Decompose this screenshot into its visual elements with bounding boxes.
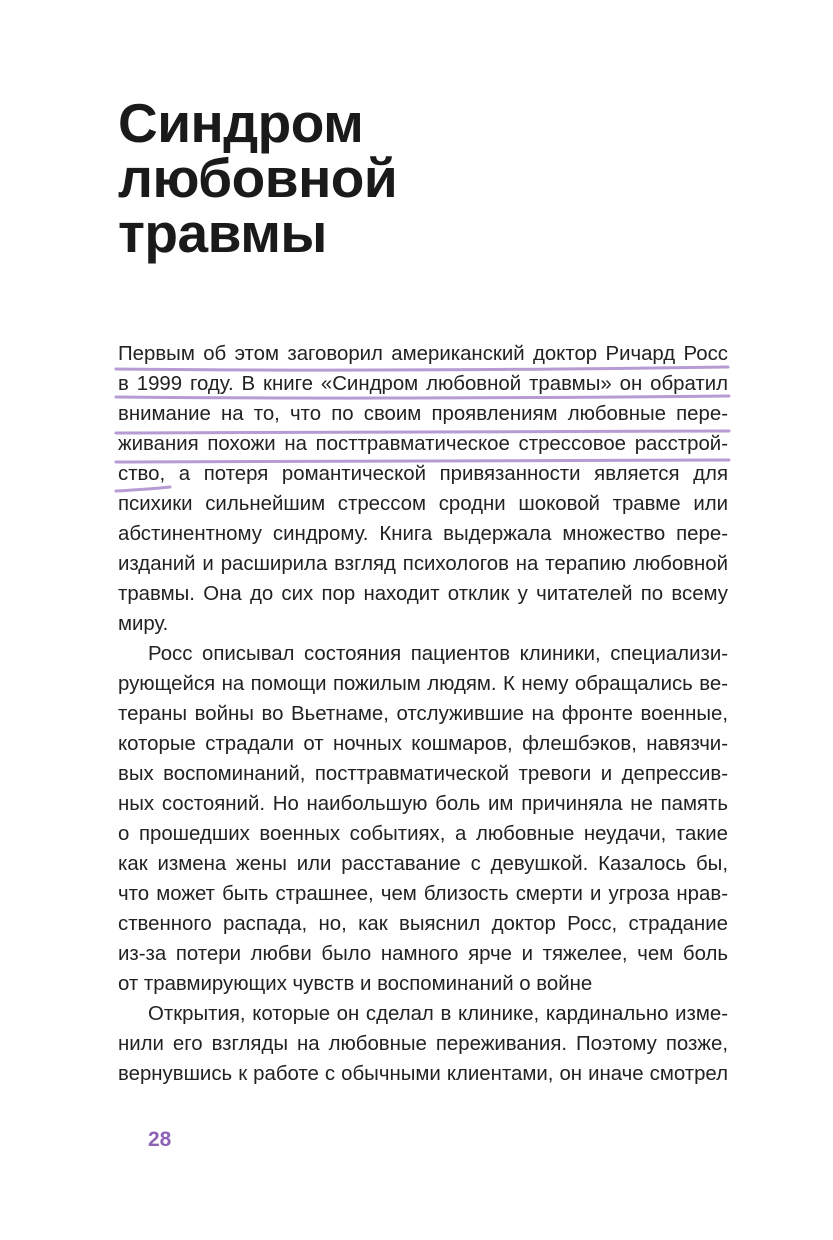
text-line: Открытия, которые он сделал в клинике, кардинально изме- bbox=[148, 1003, 728, 1025]
text-line: внимание на то, что по своим проявлениям любовные пере- bbox=[118, 403, 728, 425]
chapter-title-line: травмы bbox=[118, 202, 327, 264]
chapter-title-line: Синдром bbox=[118, 92, 364, 154]
text-line: Первым об этом заговорил американский доктор Ричард Росс bbox=[118, 343, 728, 365]
text-line: ных состояний. Но наибольшую боль им причиняла не память bbox=[118, 793, 728, 815]
text-line: психики сильнейшим стрессом сродни шоковой травме или bbox=[118, 493, 728, 515]
text-line: о прошедших военных событиях, а любовные неудачи, такие bbox=[118, 823, 728, 845]
body-text bbox=[118, 339, 728, 1089]
text-line: нили его взгляды на любовные переживания. Поэтому позже, bbox=[118, 1033, 728, 1055]
text-line: из-за потери любви было намного ярче и тяжелее, чем боль bbox=[118, 943, 728, 965]
paragraph bbox=[118, 999, 728, 1089]
text-line: которые страдали от ночных кошмаров, флешбэков, навязчи- bbox=[118, 733, 728, 755]
text-line: ство, а потеря романтической привязанности является для bbox=[118, 463, 728, 485]
text-line: живания похожи на посттравматическое стрессовое расстрой- bbox=[118, 433, 728, 455]
text-line: рующейся на помощи пожилым людям. К нему обращались ве- bbox=[118, 673, 728, 695]
text-line: миру. bbox=[118, 613, 169, 635]
text-line: изданий и расширила взгляд психологов на терапию любовной bbox=[118, 553, 728, 575]
text-line: Росс описывал состояния пациентов клиники, специализи- bbox=[148, 643, 728, 665]
text-line: ственного распада, но, как выяснил доктор Росс, страдание bbox=[118, 913, 728, 935]
text-line: травмы. Она до сих пор находит отклик у читателей по всему bbox=[118, 583, 728, 605]
text-line: абстинентному синдрому. Книга выдержала множество пере- bbox=[118, 523, 728, 545]
text-line: вых воспоминаний, посттравматической тревоги и депрессив- bbox=[118, 763, 728, 785]
paragraph bbox=[118, 639, 728, 999]
paragraph bbox=[118, 339, 728, 639]
text-line: от травмирующих чувств и воспоминаний о войне bbox=[118, 973, 593, 995]
text-line: тераны войны во Вьетнаме, отслужившие на фронте военные, bbox=[118, 703, 728, 725]
text-line: что может быть страшнее, чем близость смерти и угроза нрав- bbox=[118, 883, 728, 905]
chapter-title bbox=[118, 92, 718, 264]
text-line: в 1999 году. В книге «Синдром любовной травмы» он обратил bbox=[118, 373, 728, 395]
text-line: как измена жены или расставание с девушкой. Казалось бы, bbox=[118, 853, 728, 875]
text-line: вернувшись к работе с обычными клиентами, он иначе смотрел bbox=[118, 1063, 728, 1085]
chapter-title-line: любовной bbox=[118, 147, 398, 209]
page-number: 28 bbox=[148, 1128, 172, 1151]
